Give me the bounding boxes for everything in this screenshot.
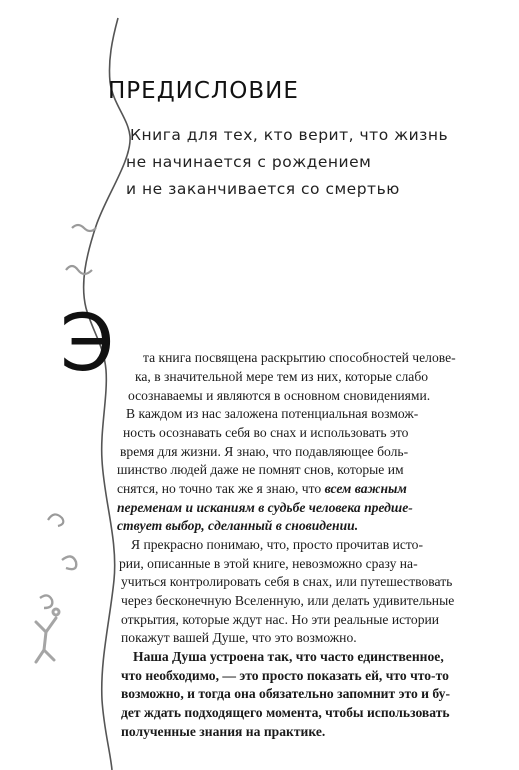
text-line: ка, в значительной мере тем из них, которые слабо (135, 369, 429, 384)
text-emphasis: всем важным (324, 481, 407, 496)
dancing-figure-ornament (36, 609, 59, 662)
drop-cap: Э (60, 299, 115, 389)
epigraph-line: не начинается с рождением (126, 153, 372, 171)
chapter-epigraph (126, 122, 510, 203)
text-line-bold: что необходимо, — это просто показать ей, что что-то (121, 668, 449, 683)
text-line: шинство людей даже не помнят снов, которые им (117, 462, 404, 477)
squiggle-ornament-3 (48, 514, 63, 526)
text-line (117, 480, 407, 499)
text-line-bold: возможно, и тогда она обязательно запомнит это и бу- (121, 686, 450, 701)
text-line: время для жизни. Я знаю, что подавляющее боль- (120, 444, 409, 459)
squiggle-ornament-5 (40, 595, 52, 608)
text-line: покажут вашей Душе, что это возможно. (121, 630, 357, 645)
text-line-emphasis: переменам и исканиям в судьбе человека предше- (117, 500, 413, 515)
text-line: та книга посвящена раскрытию способностей челове- (143, 350, 456, 365)
text-line-bold: дет ждать подходящего момента, чтобы использовать (121, 705, 450, 720)
chapter-title: ПРЕДИСЛОВИЕ (108, 78, 299, 104)
text-line-emphasis: ствует выбор, сделанный в сновидении. (117, 518, 359, 533)
squiggle-ornament-1 (72, 225, 96, 231)
epigraph-line: и не заканчивается со смертью (126, 180, 400, 198)
text-line: открытия, которые ждут нас. Но эти реальные истории (121, 612, 440, 627)
text-line-bold: Наша Душа устроена так, что часто единственное, (133, 649, 444, 664)
squiggle-ornament-2 (66, 266, 92, 274)
text-line-regular: снятся, но точно так же я знаю, что (117, 481, 322, 496)
squiggle-ornament-4 (62, 556, 76, 569)
epigraph-line: Книга для тех, кто верит, что жизнь (130, 126, 449, 144)
text-line: учиться контролировать себя в снах, или путешествовать (121, 574, 453, 589)
text-line: рии, описанные в этой книге, невозможно сразу на- (119, 556, 418, 571)
text-line: ность осознавать себя во снах и использовать это (123, 425, 409, 440)
text-line: Я прекрасно понимаю, что, просто прочитав исто- (131, 537, 423, 552)
text-line: осознаваемы и являются в основном сновидениями. (128, 388, 431, 403)
text-line-bold: полученные знания на практике. (121, 724, 326, 739)
text-line: через бесконечную Вселенную, или делать удивительные (121, 593, 455, 608)
text-line: В каждом из нас заложена потенциальная возмож- (126, 406, 419, 421)
